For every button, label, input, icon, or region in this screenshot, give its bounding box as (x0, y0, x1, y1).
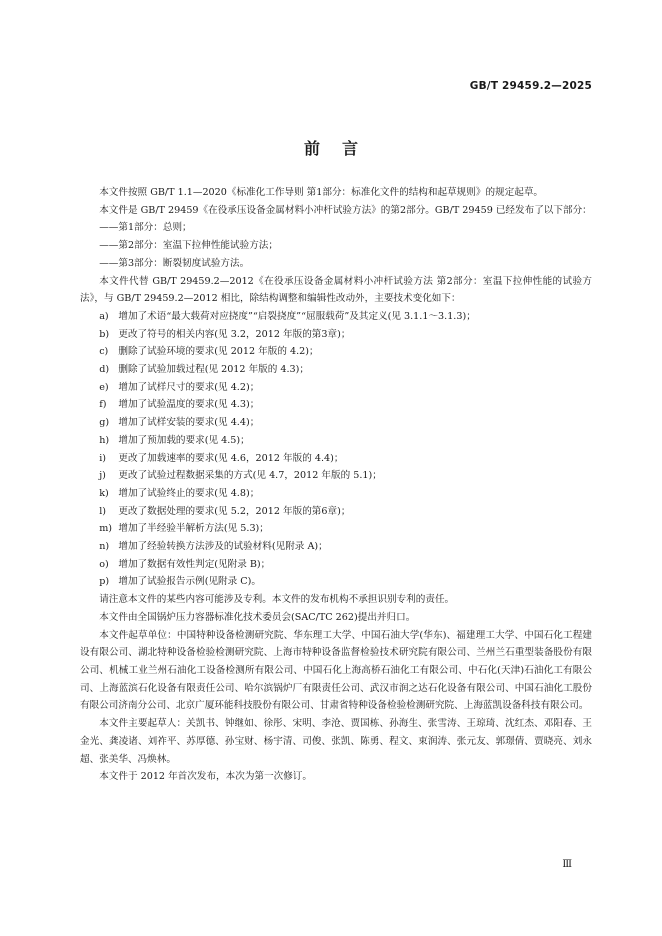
list-item-label: n) (99, 541, 110, 553)
part-item: ——第1部分：总则； (99, 222, 192, 234)
list-item-text: 增加了半经验半解析方法(见 5.3)； (118, 523, 269, 535)
list-item-text: 更改了符号的相关内容(见 3.2，2012 年版的第3章)； (118, 328, 351, 340)
paragraph-drafters: 本文件主要起草人：关凯书、钟继如、徐彤、宋明、李沧、贾国栋、孙海生、张雪涛、王琼琦、沈红杰、邓阳春、王金光、龚凌诸、刘祚平、苏厚德、孙宝财、杨宇清、司俊、张凯、陈勇、程文、束润涛、张元友、郭璟倩、贾晓亮、刘永超、张美华、冯焕林。 (80, 718, 592, 765)
paragraph-revision-history: 本文件于 2012 年首次发布，本次为第一次修订。 (99, 771, 312, 783)
list-item-label: h) (99, 434, 110, 446)
list-item-label: j) (99, 470, 106, 482)
list-item (80, 503, 592, 521)
list-item-text: 增加了试验温度的要求(见 4.3)； (118, 399, 260, 411)
list-item (80, 361, 592, 379)
list-item-label: a) (99, 310, 109, 322)
list-item-text: 增加了试验终止的要求(见 4.8)； (118, 487, 260, 499)
list-item (80, 396, 592, 414)
list-item (80, 538, 592, 556)
paragraph-series-parts: 本文件是 GB/T 29459《在役承压设备金属材料小冲杆试验方法》的第2部分。GB/T 29459 已经发布了以下部分： (99, 204, 592, 216)
part-item: ——第2部分：室温下拉伸性能试验方法； (99, 240, 278, 252)
list-item-text: 更改了数据处理的要求(见 5.2，2012 年版的第6章)； (118, 505, 351, 517)
list-item-text: 增加了经验转换方法涉及的试验材料(见附录 A)； (118, 541, 328, 553)
list-item-text: 增加了试样尺寸的要求(见 4.2)； (118, 381, 260, 393)
list-item-label: i) (99, 452, 106, 464)
paragraph-proposer: 本文件由全国锅炉压力容器标准化技术委员会(SAC/TC 262)提出并归口。 (99, 611, 416, 623)
list-item-text: 增加了试验报告示例(见附录 C)。 (118, 576, 261, 588)
list-item-label: l) (99, 505, 106, 517)
list-item (80, 343, 592, 361)
list-item-text: 增加了试样安装的要求(见 4.4)； (118, 417, 260, 429)
list-item-label: e) (99, 381, 109, 393)
list-item (80, 414, 592, 432)
list-item-label: m) (99, 523, 113, 535)
list-item (80, 556, 592, 574)
list-item-label: d) (99, 364, 110, 376)
list-item-text: 删除了试验加载过程(见 2012 年版的 4.3)； (118, 364, 309, 376)
list-item-text: 删除了试验环境的要求(见 2012 年版的 4.2)； (118, 346, 319, 358)
list-item-text: 增加了术语“最大载荷对应挠度”“启裂挠度”“屈服载荷”及其定义(见 3.1.1～3.1.3)； (118, 310, 476, 322)
standard-code: GB/T 29459.2—2025 (469, 80, 592, 92)
list-item-text: 增加了数据有效性判定(见附录 B)； (118, 558, 271, 570)
list-item (80, 450, 592, 468)
list-item-text: 更改了试验过程数据采集的方式(见 4.7，2012 年版的 5.1)； (118, 470, 382, 482)
list-item (80, 467, 592, 485)
list-item-label: b) (99, 328, 110, 340)
page-number: Ⅲ (562, 859, 572, 870)
list-item (80, 520, 592, 538)
list-item (80, 308, 592, 326)
list-item (80, 326, 592, 344)
list-item-text: 增加了预加载的要求(见 4.5)； (118, 434, 250, 446)
paragraph-replacement: 本文件代替 GB/T 29459.2—2012《在役承压设备金属材料小冲杆试验方法 第2部分：室温下拉伸性能的试验方法》，与 GB/T 29459.2—2012 相比，除结构调整和编辑性改动外，主要技术变化如下： (80, 275, 592, 305)
list-item-label: f) (99, 399, 107, 411)
list-item-label: o) (99, 558, 109, 570)
list-item-label: g) (99, 417, 110, 429)
list-item (80, 485, 592, 503)
paragraph-drafting-units: 本文件起草单位：中国特种设备检测研究院、华东理工大学、中国石油大学(华东)、福建理工大学、中国石化工程建设有限公司、湖北特种设备检验检测研究院、上海市特种设备监督检验技术研究院有限公司、兰州兰石重型装备股份有限公司、机械工业兰州石油化工设备检测所有限公司、中国石化上海高桥石油化工有限公司、中石化(天津)石油化工有限公司、上海蓝滨石化设备有限责任公司、哈尔滨锅炉厂有限责任公司、武汉市润之达石化设备有限公司、中国石油化工股份有限公司济南分公司、北京广厦环能科技股份有限公司、甘肃省特种设备检验检测研究院、上海蓝凯设备科技有限公司。 (80, 629, 592, 712)
document-body (80, 184, 592, 786)
list-item (80, 573, 592, 591)
list-item (80, 379, 592, 397)
part-item: ——第3部分：断裂韧度试验方法。 (99, 257, 250, 269)
list-item-label: c) (99, 346, 109, 358)
list-item-label: p) (99, 576, 110, 588)
list-item (80, 432, 592, 450)
list-item-label: k) (99, 487, 109, 499)
paragraph-drafting-rules: 本文件按照 GB/T 1.1—2020《标准化工作导则 第1部分：标准化文件的结构和起草规则》的规定起草。 (99, 187, 544, 198)
list-item-text: 更改了加载速率的要求(见 4.6，2012 年版的 4.4)； (118, 452, 344, 464)
paragraph-patent-notice: 请注意本文件的某些内容可能涉及专利。本文件的发布机构不承担识别专利的责任。 (99, 594, 455, 606)
changes-list (80, 308, 592, 591)
page-title: 前言 (303, 139, 380, 158)
